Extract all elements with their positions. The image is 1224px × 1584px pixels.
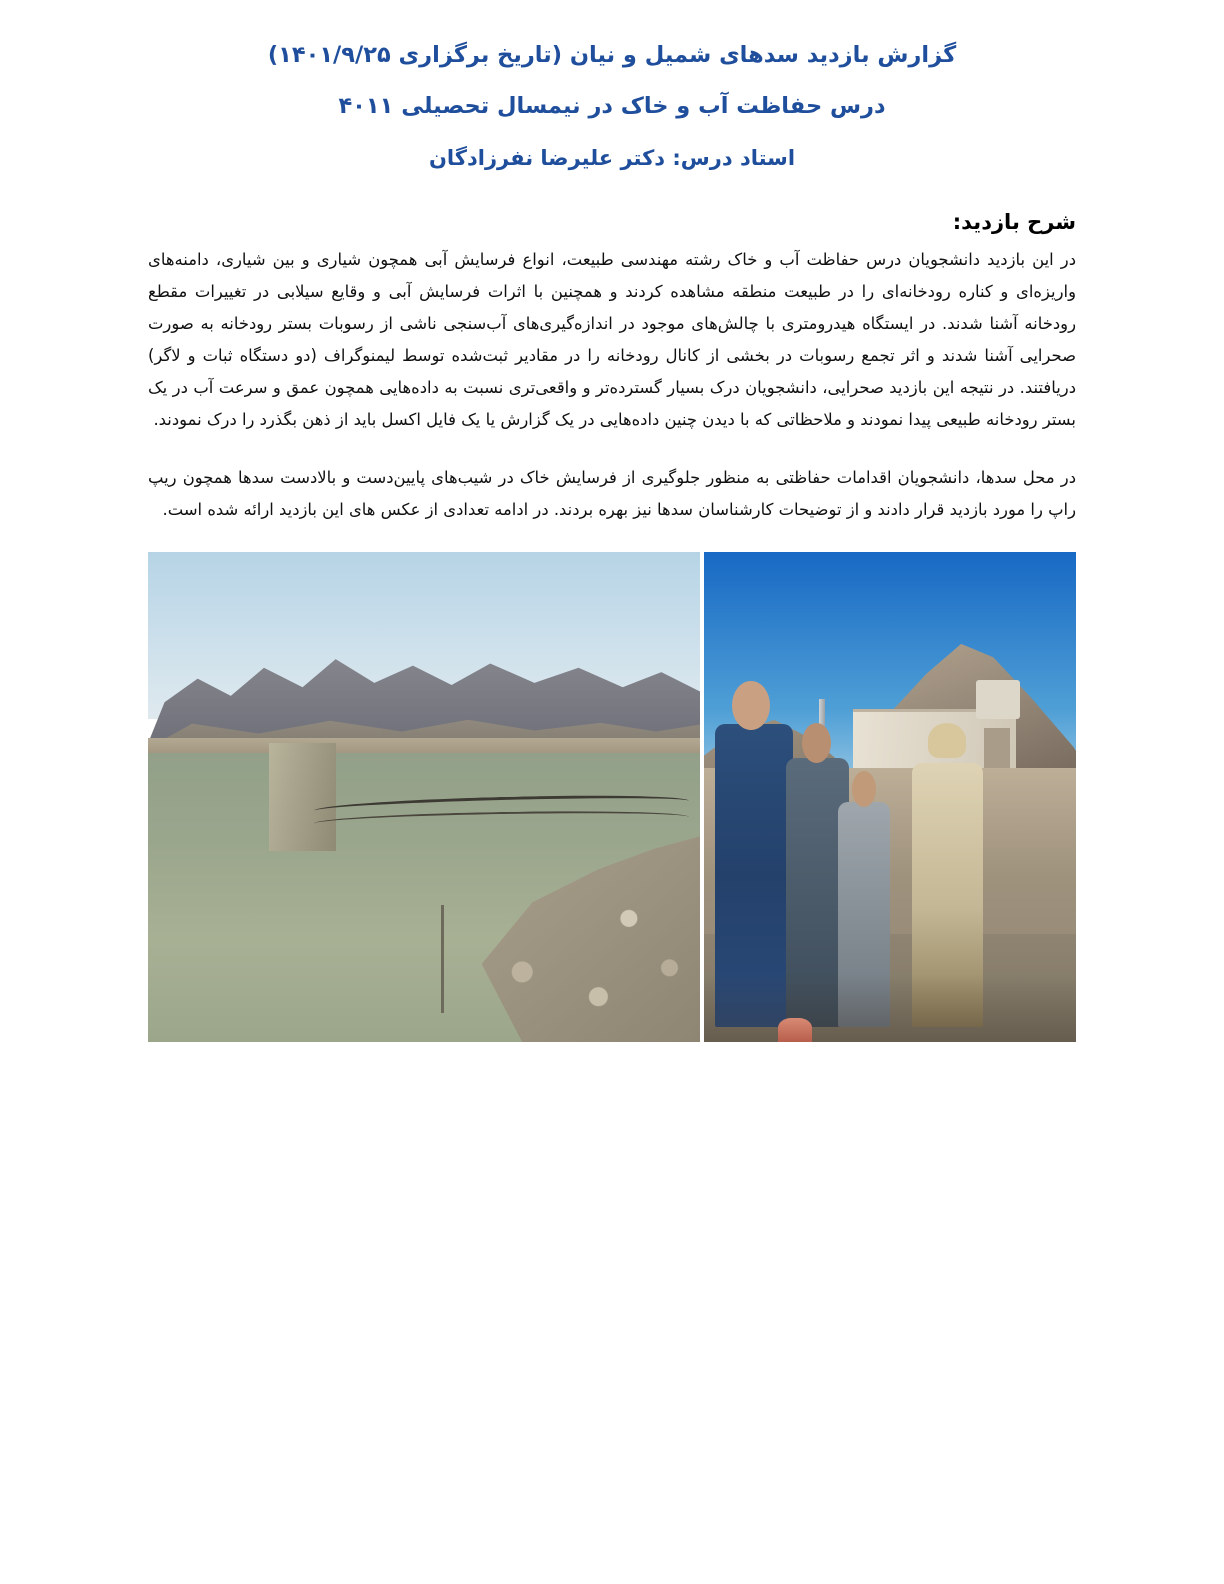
paragraph-dam-site: در محل سدها، دانشجویان اقدامات حفاظتی به منظور جلوگیری از فرسایش خاک در شیب‌های پایین‌دست و بالادست سدها همچون ریپ راپ را مورد بازدید قرار دادند و از توضیحات کارشناسان سدها نیز بهره بردند. در ادامه تعدادی از عکس های این بازدید ارائه شده است.	[148, 468, 1076, 520]
section-heading-visit-description: شرح بازدید:	[952, 210, 1076, 235]
course-subtitle: درس حفاظت آب و خاک در نیمسال تحصیلی ۴۰۱۱	[338, 92, 886, 119]
intake-tower-icon	[269, 743, 335, 851]
paragraph-visit-details: در این بازدید دانشجویان درس حفاظت آب و خاک رشته مهندسی طبیعت، انواع فرسایش آبی همچون شیاری و بین شیاری، دامنه‌های واریزه‌ای و کناره رودخانه‌ای را در طبیعت منطقه مشاهده کردند و همچنین با اثرات فرسایش آبی و وقایع سیلابی در تغییرات مقطع رودخانه آشنا شدند. در ایستگاه هیدرومتری با چالش‌های موجود در اندازه‌گیری‌های آب‌سنجی ناشی از رسوبات بستر رودخانه به صورت صحرایی آشنا شدند و اثر تجمع رسوبات در بخشی از کانال رودخانه را در مقادیر ثبت‌شده توسط لیمنوگراف (دو دستگاه ثبات و لاگر) دریافتند. در نتیجه این بازدید صحرایی، دانشجویان درک بسیار گسترده‌تر و واقعی‌تری نسبت به داده‌هایی همچون عمق و سرعت آب در یک بستر رودخانه طبیعی پیدا نمودند و ملاحظاتی که با دیدن چنین داده‌هایی در یک گزارش یا یک فایل اکسل باید از ذهن بگذرد را درک نمودند.	[148, 250, 1076, 430]
marker-post-icon	[441, 905, 445, 1013]
field-station-students-photo	[704, 552, 1076, 1042]
lens-obstruction	[778, 1018, 811, 1043]
dam-reservoir-photo	[148, 552, 700, 1042]
instructor-line: استاد درس: دکتر علیرضا نفرزادگان	[428, 145, 796, 170]
ground-shadow	[704, 974, 1076, 1043]
water-tank-icon	[976, 680, 1021, 719]
page-title: گزارش بازدید سدهای شمیل و نیان (تاریخ برگزاری ۱۴۰۱/۹/۲۵)	[267, 42, 957, 68]
photo-gallery	[148, 552, 1076, 1042]
